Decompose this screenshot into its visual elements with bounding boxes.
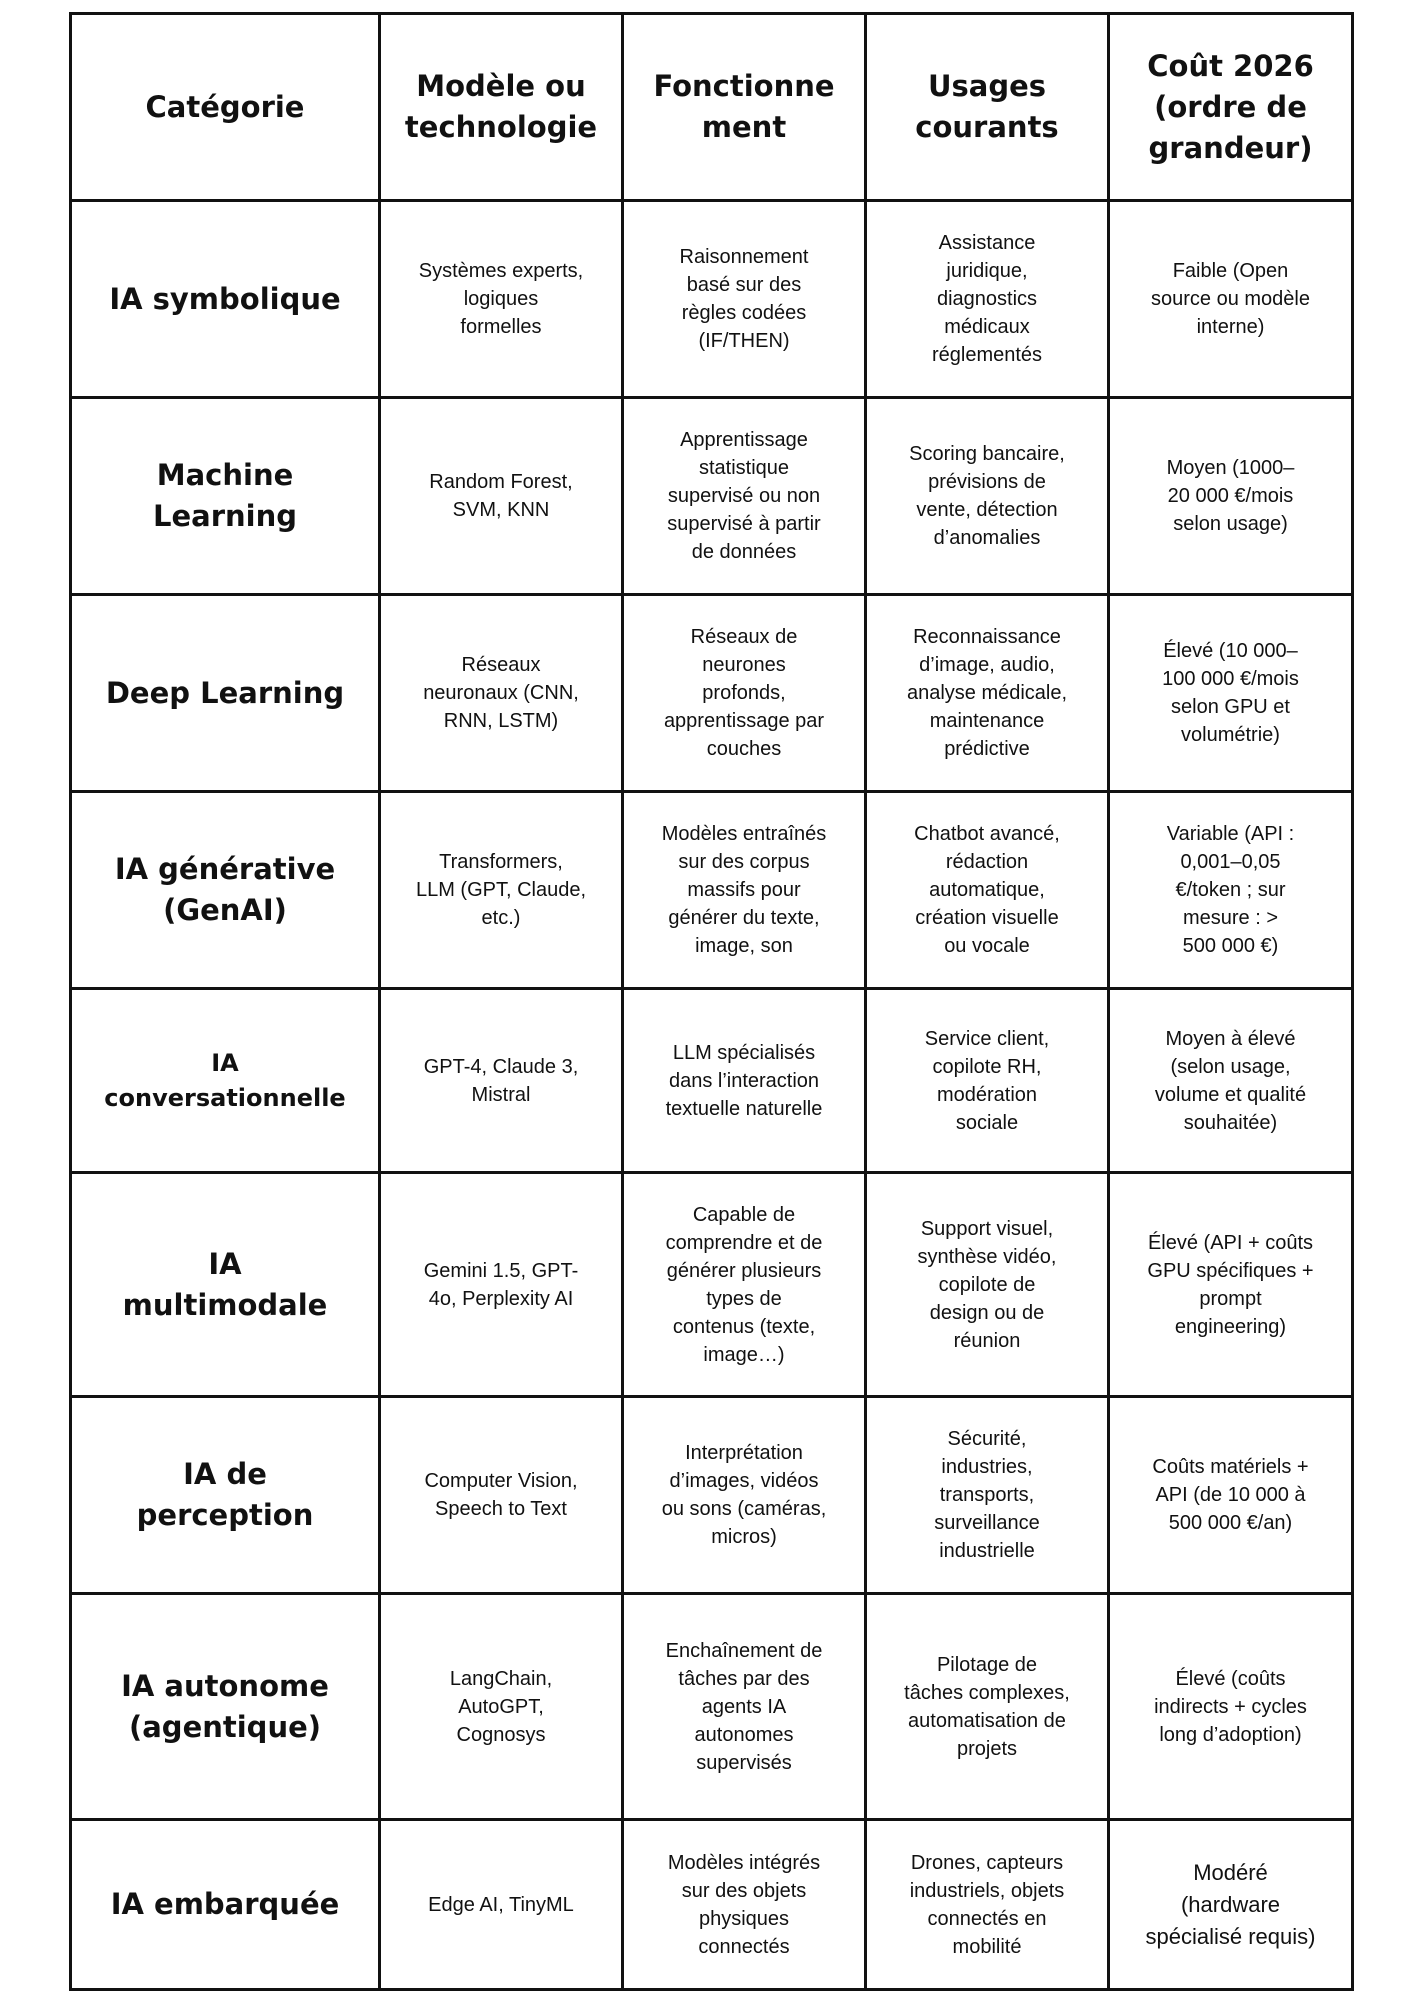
table-header-row [71, 14, 1353, 201]
cell-uses: Assistance juridique, diagnostics médicaux réglementés [866, 201, 1109, 398]
cell-functioning: Apprentissage statistique supervisé ou non supervisé à partir de données [623, 398, 866, 595]
cell-functioning: Raisonnement basé sur des règles codées (IF/THEN) [623, 201, 866, 398]
cell-category: IA multimodale [71, 1173, 380, 1397]
cell-functioning: Capable de comprendre et de générer plusieurs types de contenus (texte, image…) [623, 1173, 866, 1397]
cell-uses: Sécurité, industries, transports, surveillance industrielle [866, 1397, 1109, 1594]
table-body [71, 201, 1353, 1990]
cell-functioning: LLM spécialisés dans l’interaction textuelle naturelle [623, 989, 866, 1173]
cell-category: IA embarquée [71, 1820, 380, 1990]
cell-category: IA générative (GenAI) [71, 792, 380, 989]
cell-category: IA symbolique [71, 201, 380, 398]
cell-category: IA autonome (agentique) [71, 1594, 380, 1820]
cell-uses: Chatbot avancé, rédaction automatique, création visuelle ou vocale [866, 792, 1109, 989]
cell-cost: Variable (API : 0,001–0,05 €/token ; sur mesure : > 500 000 €) [1109, 792, 1353, 989]
cell-cost: Moyen à élevé (selon usage, volume et qualité souhaitée) [1109, 989, 1353, 1173]
cell-functioning: Modèles intégrés sur des objets physiques connectés [623, 1820, 866, 1990]
table-row [71, 1594, 1353, 1820]
cell-category: Deep Learning [71, 595, 380, 792]
column-header-fonctionnement: Fonctionne ment [623, 14, 866, 201]
column-header-cout: Coût 2026 (ordre de grandeur) [1109, 14, 1353, 201]
cell-cost: Élevé (API + coûts GPU spécifiques + prompt engineering) [1109, 1173, 1353, 1397]
cell-uses: Service client, copilote RH, modération sociale [866, 989, 1109, 1173]
cell-model: Computer Vision, Speech to Text [380, 1397, 623, 1594]
cell-model: Systèmes experts, logiques formelles [380, 201, 623, 398]
cell-model: Edge AI, TinyML [380, 1820, 623, 1990]
cell-model: Transformers, LLM (GPT, Claude, etc.) [380, 792, 623, 989]
cell-cost: Élevé (10 000– 100 000 €/mois selon GPU et volumétrie) [1109, 595, 1353, 792]
table-row [71, 1173, 1353, 1397]
table-row [71, 201, 1353, 398]
table-row [71, 792, 1353, 989]
cell-category: Machine Learning [71, 398, 380, 595]
column-header-categorie: Catégorie [71, 14, 380, 201]
column-header-usages: Usages courants [866, 14, 1109, 201]
cell-model: Random Forest, SVM, KNN [380, 398, 623, 595]
cell-cost: Faible (Open source ou modèle interne) [1109, 201, 1353, 398]
column-header-modele: Modèle ou technologie [380, 14, 623, 201]
cell-functioning: Enchaînement de tâches par des agents IA autonomes supervisés [623, 1594, 866, 1820]
cell-functioning: Réseaux de neurones profonds, apprentissage par couches [623, 595, 866, 792]
cell-uses: Drones, capteurs industriels, objets connectés en mobilité [866, 1820, 1109, 1990]
cell-uses: Pilotage de tâches complexes, automatisation de projets [866, 1594, 1109, 1820]
table-row [71, 1397, 1353, 1594]
ai-categories-table [69, 12, 1354, 1991]
cell-uses: Reconnaissance d’image, audio, analyse médicale, maintenance prédictive [866, 595, 1109, 792]
cell-model: Gemini 1.5, GPT- 4o, Perplexity AI [380, 1173, 623, 1397]
cell-category: IA de perception [71, 1397, 380, 1594]
cell-functioning: Interprétation d’images, vidéos ou sons (caméras, micros) [623, 1397, 866, 1594]
cell-cost: Modéré (hardware spécialisé requis) [1109, 1820, 1353, 1990]
cell-cost: Moyen (1000– 20 000 €/mois selon usage) [1109, 398, 1353, 595]
cell-category: IA conversationnelle [71, 989, 380, 1173]
cell-model: GPT-4, Claude 3, Mistral [380, 989, 623, 1173]
cell-uses: Support visuel, synthèse vidéo, copilote de design ou de réunion [866, 1173, 1109, 1397]
cell-cost: Élevé (coûts indirects + cycles long d’adoption) [1109, 1594, 1353, 1820]
cell-cost: Coûts matériels + API (de 10 000 à 500 000 €/an) [1109, 1397, 1353, 1594]
table-row [71, 595, 1353, 792]
cell-model: LangChain, AutoGPT, Cognosys [380, 1594, 623, 1820]
table-row [71, 989, 1353, 1173]
cell-functioning: Modèles entraînés sur des corpus massifs pour générer du texte, image, son [623, 792, 866, 989]
cell-uses: Scoring bancaire, prévisions de vente, détection d’anomalies [866, 398, 1109, 595]
cell-model: Réseaux neuronaux (CNN, RNN, LSTM) [380, 595, 623, 792]
table-row [71, 398, 1353, 595]
table-row [71, 1820, 1353, 1990]
